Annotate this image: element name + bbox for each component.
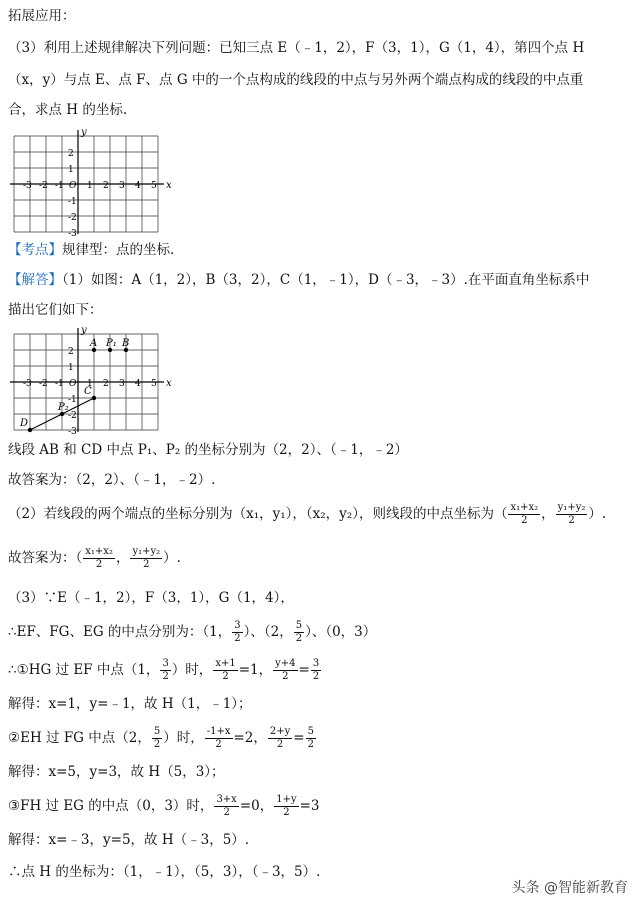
- x-tick-label: 1: [87, 379, 93, 389]
- x-tick-label: -1: [55, 181, 64, 191]
- y-tick-label: -1: [68, 395, 77, 405]
- solution-line-2: 故答案为：（2，2）、（﹣1，﹣2）.: [8, 472, 216, 488]
- problem-line-2: （x，y）与点 E、点 F、点 G 中的一个点构成的线段的中点与另外两个端点构成的线段的中点重: [8, 72, 584, 88]
- s2-text: （2）若线段的两个端点的坐标分别为（x₁，y₁），（x₂，y₂），则线段的中点坐标为（: [8, 506, 508, 522]
- case-3: ③FH 过 EG 的中点（0，3）时， $\frac{3+x}{2}$ =0， $\frac{1+y}{2}$ =3: [8, 794, 320, 818]
- y-tick-label: 1: [68, 165, 74, 175]
- x-tick-label: 2: [103, 181, 109, 191]
- point-label: C: [84, 386, 92, 397]
- point-label: P₂: [58, 402, 69, 413]
- final-answer: ∴点 H 的坐标为：（1，﹣1），（5，3），（﹣3，5）.: [8, 864, 321, 880]
- solution-line-1: 线段 AB 和 CD 中点 P₁、P₂ 的坐标分别为（2，2）、（﹣1，﹣2）: [8, 442, 408, 458]
- y-axis-label: y: [81, 325, 87, 336]
- x-tick-label: 3: [119, 379, 125, 389]
- y-tick-label: -2: [68, 411, 77, 421]
- answer-y-fraction: $\frac{\text{y₁+y₂}}{2}$: [132, 546, 161, 570]
- coordinate-grid-points: [6, 325, 172, 437]
- x-axis-label: x: [166, 180, 172, 191]
- y-tick-label: -3: [68, 427, 77, 437]
- kaodian-text: 规律型：点的坐标.: [62, 242, 175, 258]
- jieda-line-2: 描出它们如下：: [8, 302, 103, 318]
- solution-line-3: （2）若线段的两个端点的坐标分别为（x₁，y₁），（x₂，y₂），则线段的中点坐标为（ $\frac{\text{x₁+x₂}}{2}$ ， $\frac{\text{y₁+y₂}}{2}$ ）.: [8, 502, 607, 526]
- x-tick-label: 1: [87, 181, 93, 191]
- point-d: [28, 428, 32, 432]
- x-tick-label: -3: [23, 181, 32, 191]
- section-title: 拓展应用：: [8, 8, 76, 24]
- y-tick-label: -1: [68, 197, 77, 207]
- fraction-5-2: $\frac{5}{2}$: [295, 620, 303, 644]
- x-tick-label: 4: [135, 181, 141, 191]
- y-axis-label: y: [81, 127, 87, 138]
- result-2: 解得：x=5，y=3，故 H（5，3）；: [8, 764, 225, 780]
- y-tick-label: 1: [68, 363, 74, 373]
- x-tick-label: -2: [39, 379, 48, 389]
- point-label: P₁: [106, 338, 117, 349]
- jieda-text-1: （1）如图：A（1，2），B（3，2），C（1，﹣1），D（﹣3，﹣3）.在平面直角坐标系中: [62, 272, 590, 288]
- x-tick-label: -3: [23, 379, 32, 389]
- y-tick-label: -2: [68, 213, 77, 223]
- coordinate-grid-empty: [6, 127, 172, 239]
- y-tick-label: -3: [68, 229, 77, 239]
- x-tick-label: 5: [151, 379, 157, 389]
- x-axis-label: x: [166, 378, 172, 389]
- jieda-tag: 【解答】: [8, 272, 62, 288]
- x-tick-label: O: [69, 379, 77, 389]
- midpoint-x-fraction: $\frac{\text{x₁+x₂}}{2}$: [510, 502, 539, 526]
- case-2: ②EH 过 FG 中点（2， $\frac{5}{2}$ ）时， $\frac{-1+x}{2}$ =2， $\frac{2+y}{2}$ = $\frac{5}{2}$: [8, 726, 314, 750]
- result-1: 解得：x=1，y=﹣1，故 H（1，﹣1）；: [8, 696, 252, 712]
- kaodian-line: [8, 240, 174, 260]
- problem-line-1: （3）利用上述规律解决下列问题：已知三点 E（﹣1，2），F（3，1），G（1，4），第四个点 H: [8, 40, 585, 56]
- point-c: [92, 396, 96, 400]
- x-tick-label: 3: [119, 181, 125, 191]
- x-tick-label: -2: [39, 181, 48, 191]
- answer-x-fraction: $\frac{\text{x₁+x₂}}{2}$: [85, 546, 113, 570]
- s2b-text: 故答案为：（: [8, 550, 83, 566]
- case-1: ∴①HG 过 EF 中点（1， $\frac{3}{2}$ ）时， $\frac{x+1}{2}$ =1， $\frac{y+4}{2}$ = $\frac{3}{2}$: [8, 658, 320, 682]
- x-tick-label: -1: [55, 379, 64, 389]
- x-tick-label: 4: [135, 379, 141, 389]
- fraction-3-2: $\frac{3}{2}$: [234, 620, 241, 644]
- jieda-line-1: [8, 270, 589, 290]
- solution-line-5: （3）∵E（﹣1，2），F（3，1），G（1，4），: [8, 590, 294, 606]
- point-label: A: [90, 338, 98, 349]
- point-label: B: [122, 338, 130, 349]
- point-label: D: [20, 418, 29, 429]
- solution-line-4: 故答案为：（ $\frac{\text{x₁+x₂}}{2}$ ， $\frac{\text{y₁+y₂}}{2}$ ）.: [8, 546, 181, 570]
- kaodian-tag: 【考点】: [8, 242, 62, 258]
- y-tick-label: 2: [68, 347, 74, 357]
- solution-line-6: ∴EF、FG、EG 的中点分别为：（1， $\frac{3}{2}$ ）、（2， $\frac{5}{2}$ ）、（0，3）: [8, 620, 377, 644]
- watermark: 头条 @智能新教育: [511, 880, 628, 896]
- y-tick-label: 2: [68, 149, 74, 159]
- x-tick-label: O: [69, 181, 77, 191]
- midpoint-y-fraction: $\frac{\text{y₁+y₂}}{2}$: [557, 502, 586, 526]
- x-tick-label: 2: [103, 379, 109, 389]
- x-tick-label: 5: [151, 181, 157, 191]
- problem-line-3: 合，求点 H 的坐标.: [8, 102, 128, 118]
- result-3: 解得：x=﹣3，y=5，故 H（﹣3，5）.: [8, 832, 250, 848]
